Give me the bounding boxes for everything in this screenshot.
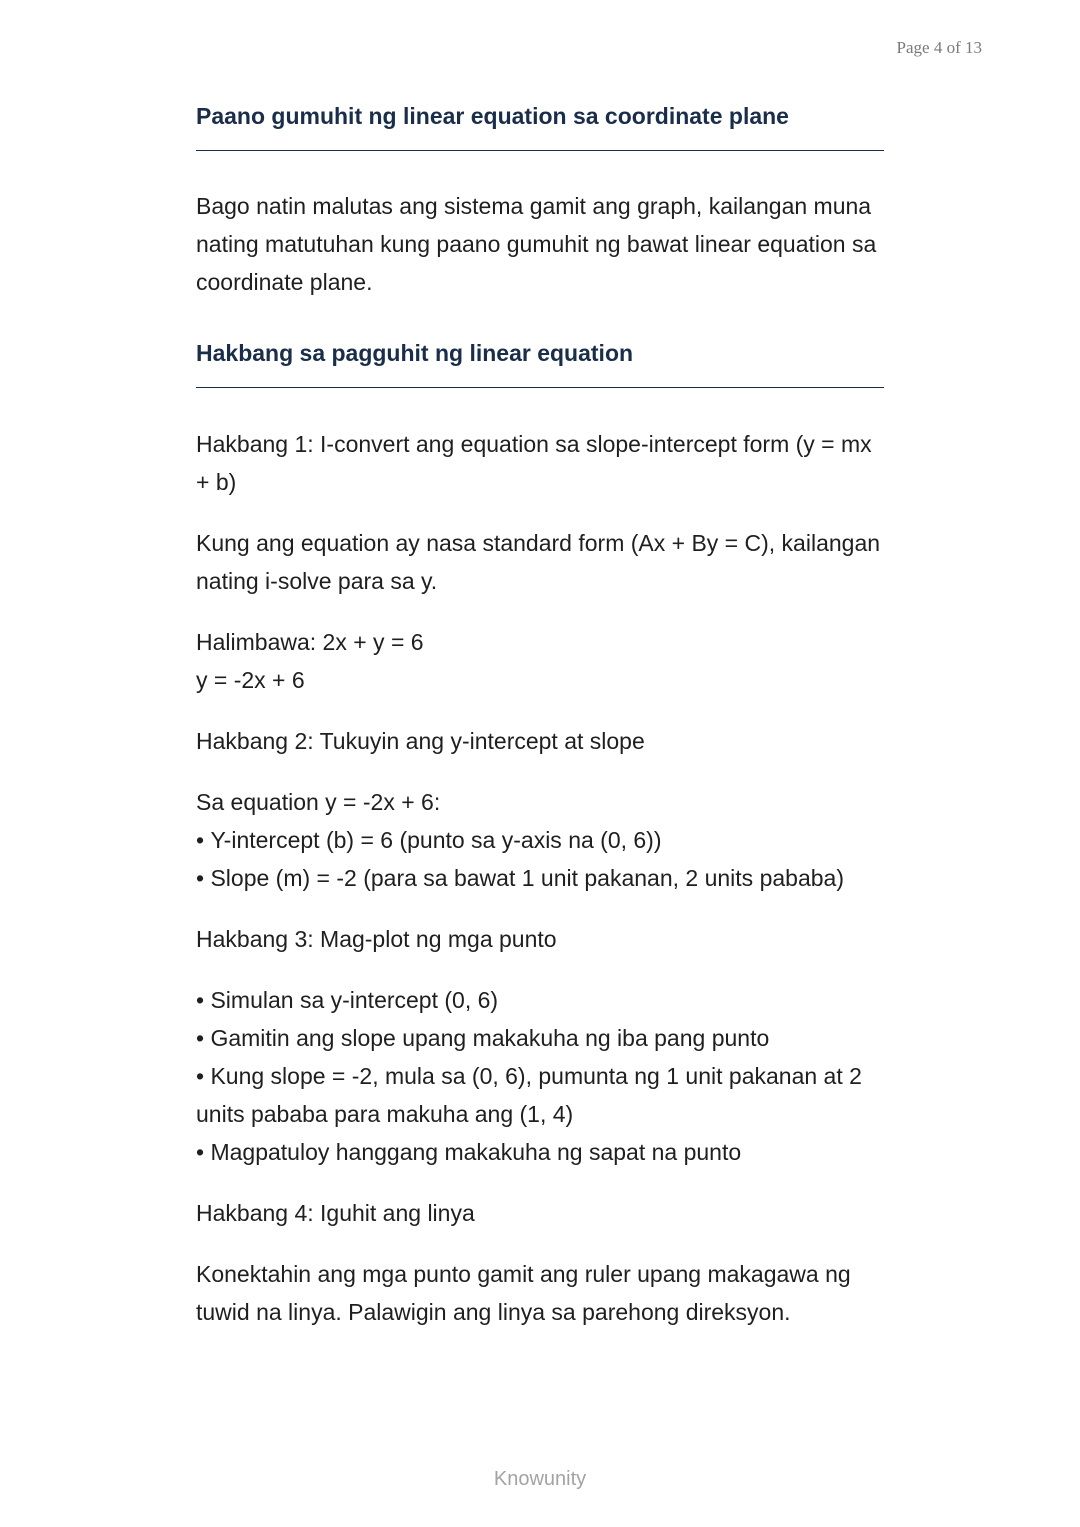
step4-text: Konektahin ang mga punto gamit ang ruler upang makagawa ng tuwid na linya. Palawigin ang linya sa parehong direksyon. [196,1261,851,1325]
example-line: y = -2x + 6 [196,667,305,693]
page-number: Page 4 of 13 [896,38,982,57]
list-item: • Y-intercept (b) = 6 (punto sa y-axis na (0, 6)) [196,821,884,859]
list-item: • Kung slope = -2, mula sa (0, 6), pumunta ng 1 unit pakanan at 2 units pababa para makuha ang (1, 4) [196,1057,884,1133]
list-item: • Slope (m) = -2 (para sa bawat 1 unit pakanan, 2 units pababa) [196,859,884,897]
step2-block [196,783,884,897]
list-item: • Magpatuloy hanggang makakuha ng sapat na punto [196,1133,884,1171]
example-line: Halimbawa: 2x + y = 6 [196,629,424,655]
section-heading-graphing: Paano gumuhit ng linear equation sa coordinate plane [196,100,884,151]
intro-paragraph: Bago natin malutas ang sistema gamit ang graph, kailangan muna nating matutuhan kung paano gumuhit ng bawat linear equation sa coordinate plane. [196,193,877,295]
step1-text: Kung ang equation ay nasa standard form (Ax + By = C), kailangan nating i-solve para sa y. [196,530,881,594]
example-block [196,623,884,699]
step3-block [196,981,884,1171]
document-content [196,100,884,1331]
step3-title: Hakbang 3: Mag-plot ng mga punto [196,926,557,952]
section-heading-steps: Hakbang sa pagguhit ng linear equation [196,337,884,388]
step2-intro: Sa equation y = -2x + 6: [196,789,441,815]
list-item: • Simulan sa y-intercept (0, 6) [196,981,884,1019]
step2-title: Hakbang 2: Tukuyin ang y-intercept at slope [196,728,645,754]
list-item: • Gamitin ang slope upang makakuha ng iba pang punto [196,1019,884,1057]
step4-title: Hakbang 4: Iguhit ang linya [196,1200,475,1226]
step1-title: Hakbang 1: I-convert ang equation sa slope-intercept form (y = mx + b) [196,431,872,495]
footer-brand: Knowunity [493,1468,587,1490]
